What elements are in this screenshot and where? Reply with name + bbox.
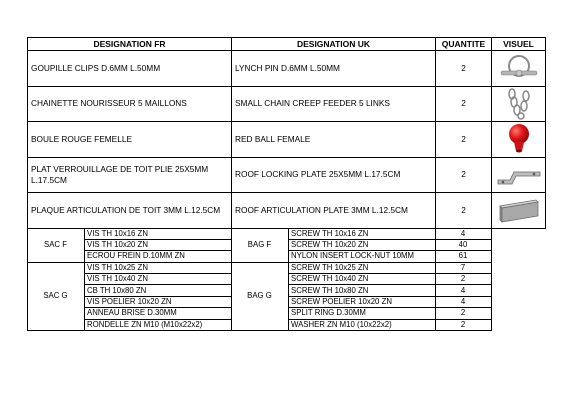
item-uk: SMALL CHAIN CREEP FEEDER 5 LINKS — [232, 86, 436, 122]
bag-item-uk: SCREW TH 10x80 ZN — [289, 285, 436, 296]
parts-table — [27, 37, 546, 331]
header-designation-fr: DESIGNATION FR — [28, 38, 232, 51]
articulation-plate-icon — [496, 196, 542, 224]
item-row — [28, 193, 546, 229]
bag-item-qty: 4 — [436, 228, 492, 239]
header-visuel: VISUEL — [492, 38, 546, 51]
item-qty: 2 — [436, 86, 492, 122]
item-fr: CHAINETTE NOURISSEUR 5 MAILLONS — [28, 86, 232, 122]
item-row — [28, 86, 546, 122]
bag-item-qty: 2 — [436, 308, 492, 319]
bag-item-uk: SCREW TH 10x16 ZN — [289, 228, 436, 239]
bag-item-fr: VIS TH 10x40 ZN — [85, 274, 232, 285]
bag-item-uk: WASHER ZN M10 (10x22x2) — [289, 319, 436, 330]
bag-fr-label: SAC G — [28, 262, 85, 330]
bag-item-qty: 2 — [436, 319, 492, 330]
bag-item-qty: 61 — [436, 251, 492, 262]
bag-item-uk: NYLON INSERT LOCK-NUT 10MM — [289, 251, 436, 262]
item-uk: RED BALL FEMALE — [232, 122, 436, 158]
bag-item-fr: RONDELLE ZN M10 (M10x22x2) — [85, 319, 232, 330]
bag-item-fr: VIS TH 10x20 ZN — [85, 239, 232, 250]
item-row — [28, 122, 546, 158]
item-uk: ROOF ARTICULATION PLATE 3MM L.12.5CM — [232, 193, 436, 229]
item-uk: ROOF LOCKING PLATE 25X5MM L.17.5CM — [232, 157, 436, 193]
bag-fr-label: SAC F — [28, 228, 85, 262]
bag-item-uk: SCREW TH 10x40 ZN — [289, 274, 436, 285]
bag-item-fr: VIS TH 10x16 ZN — [85, 228, 232, 239]
bag-item-qty: 2 — [436, 274, 492, 285]
articulation-plate-visual — [492, 193, 546, 229]
bag-item-qty: 4 — [436, 285, 492, 296]
item-uk: LYNCH PIN D.6MM L.50MM — [232, 51, 436, 87]
chain-icon — [499, 88, 539, 120]
lynch-pin-icon — [497, 53, 541, 83]
bag-item-qty: 4 — [436, 296, 492, 307]
header-quantite: QUANTITE — [436, 38, 492, 51]
bag-item-fr: CB TH 10x80 ZN — [85, 285, 232, 296]
bag-item-fr: VIS POELIER 10x20 ZN — [85, 296, 232, 307]
lynch-pin-visual — [492, 51, 546, 87]
header-row — [28, 38, 546, 51]
bag-item-uk: SPLIT RING D.30MM — [289, 308, 436, 319]
bag-item-fr: ANNEAU BRISE D.30MM — [85, 308, 232, 319]
item-fr: PLAQUE ARTICULATION DE TOIT 3MM L.12.5CM — [28, 193, 232, 229]
bag-item-uk: SCREW TH 10x20 ZN — [289, 239, 436, 250]
item-fr: PLAT VERROUILLAGE DE TOIT PLIE 25X5MM L.17.5CM — [28, 157, 232, 193]
bag-row — [28, 262, 546, 273]
red-ball-icon — [504, 123, 534, 155]
item-row — [28, 157, 546, 193]
locking-plate-icon — [496, 164, 542, 186]
item-qty: 2 — [436, 51, 492, 87]
locking-plate-visual — [492, 157, 546, 193]
bag-item-qty: 40 — [436, 239, 492, 250]
item-qty: 2 — [436, 157, 492, 193]
header-designation-uk: DESIGNATION UK — [232, 38, 436, 51]
bag-item-fr: VIS TH 10x25 ZN — [85, 262, 232, 273]
bag-item-qty: 7 — [436, 262, 492, 273]
item-qty: 2 — [436, 193, 492, 229]
bag-uk-label: BAG F — [232, 228, 289, 262]
item-qty: 2 — [436, 122, 492, 158]
bag-item-uk: SCREW POELIER 10x20 ZN — [289, 296, 436, 307]
red-ball-visual — [492, 122, 546, 158]
item-fr: BOULE ROUGE FEMELLE — [28, 122, 232, 158]
bag-item-fr: ECROU FREIN D.10MM ZN — [85, 251, 232, 262]
bag-uk-label: BAG G — [232, 262, 289, 330]
bag-item-uk: SCREW TH 10x25 ZN — [289, 262, 436, 273]
item-row — [28, 51, 546, 87]
bag-row — [28, 228, 546, 239]
chain-visual — [492, 86, 546, 122]
item-fr: GOUPILLE CLIPS D.6MM L.50MM — [28, 51, 232, 87]
